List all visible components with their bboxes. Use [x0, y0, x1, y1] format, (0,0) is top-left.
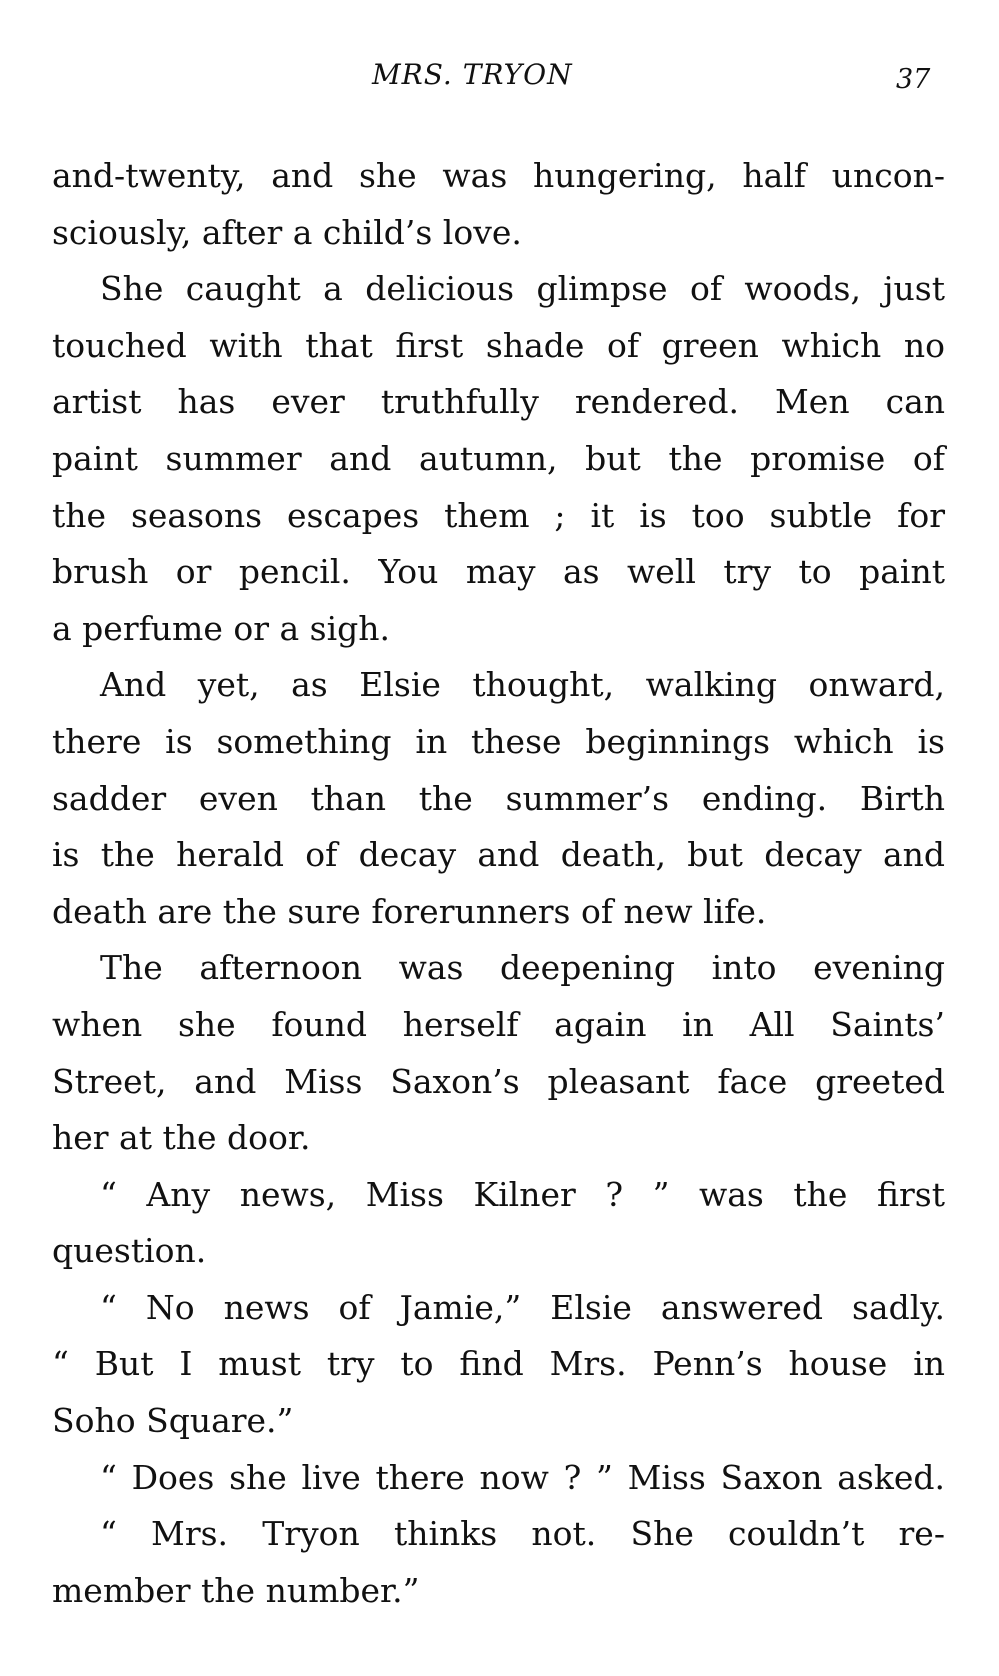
text-line: “ Any news, Miss Kilner ? ” was the first — [100, 1174, 945, 1214]
text-line: and-twenty, and she was hungering, half uncon- — [52, 156, 945, 195]
running-head: MRS. TRYON — [372, 58, 573, 91]
text-line: artist has ever truthfully rendered. Men can — [52, 382, 945, 422]
text-line: death are the sure forerunners of new life. — [52, 891, 767, 931]
text-line: Soho Square.” — [52, 1401, 294, 1441]
body-text — [52, 148, 945, 1619]
text-line: “ Mrs. Tryon thinks not. She couldn’t re- — [100, 1514, 945, 1554]
text-line: Street, and Miss Saxon’s pleasant face greeted — [52, 1061, 945, 1101]
text-line: And yet, as Elsie thought, walking onward, — [100, 665, 945, 705]
page-number: 37 — [896, 64, 931, 95]
text-line: She caught a delicious glimpse of woods, just — [100, 269, 945, 309]
text-line: there is something in these beginnings which is — [52, 721, 945, 761]
text-line: a perfume or a sigh. — [52, 608, 391, 648]
text-line: “ No news of Jamie,” Elsie answered sadly. — [100, 1287, 945, 1327]
text-line: “ But I must try to find Mrs. Penn’s house in — [52, 1344, 945, 1384]
text-line: member the number.” — [52, 1570, 420, 1610]
text-line: The afternoon was deepening into evening — [100, 948, 945, 988]
text-line: paint summer and autumn, but the promise of — [52, 438, 945, 478]
text-line: brush or pencil. You may as well try to paint — [52, 552, 945, 592]
text-line: when she found herself again in All Saints’ — [52, 1004, 945, 1044]
text-line: question. — [52, 1231, 207, 1271]
text-line: the seasons escapes them ; it is too subtle for — [52, 495, 945, 535]
text-line: her at the door. — [52, 1118, 311, 1158]
text-line: touched with that first shade of green which no — [52, 325, 945, 365]
text-line: is the herald of decay and death, but decay and — [52, 835, 945, 875]
text-line: “ Does she live there now ? ” Miss Saxon asked. — [100, 1457, 945, 1497]
text-line: sadder even than the summer’s ending. Birth — [52, 778, 945, 818]
page-header — [0, 58, 999, 102]
text-line: sciously, after a child’s love. — [52, 212, 522, 252]
